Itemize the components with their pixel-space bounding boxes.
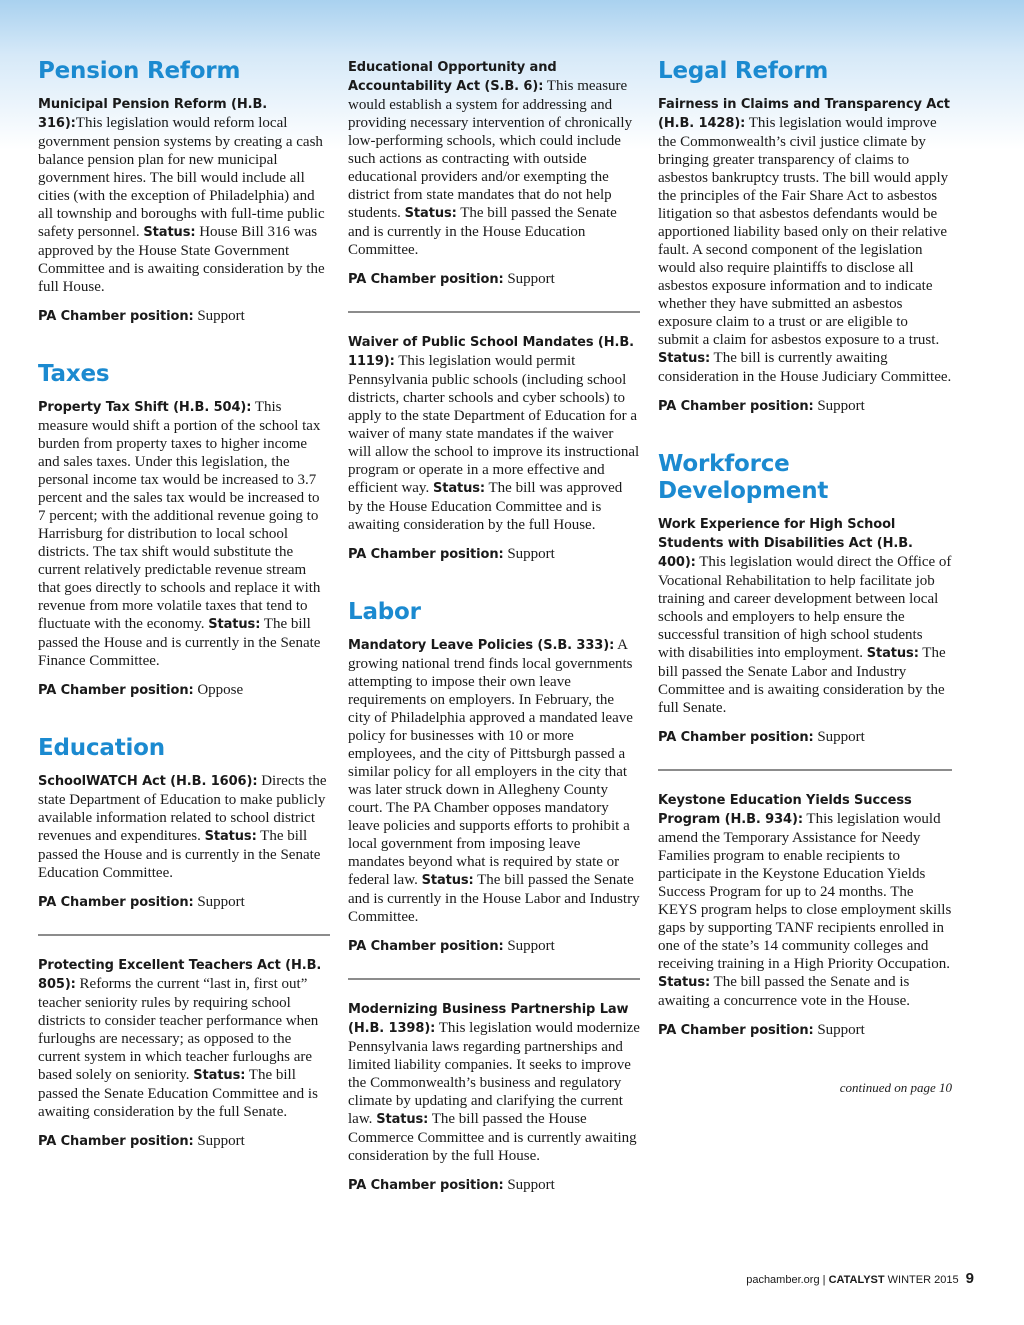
status-text: The bill passed the House Commerce Committee and is currently awaiting consideration by the full House. [348,1111,637,1164]
section-title: Pension Reform [38,58,241,84]
bill-description: This legislation would reform local government pension systems by creating a cash balance pension plan for new municipal government hires. The bill would include all cities (with the exception of Philadelphia) and all township and boroughs with full-time public safety personnel. [38,115,325,240]
column-middle [348,58,640,1195]
status-text: The bill passed the Senate and is currently in the House Labor and Industry Committee. [348,872,640,925]
status-label: Status: [658,351,711,366]
bill-description: This legislation would improve the Commonwealth’s civil justice climate by bringing greater transparency of claims to asbestos bankruptcy trusts. The bill would apply the principles of the Fair Share Act to asbestos litigation so that asbestos defendants would be apportioned liability based only on their relative fault. A second component of the legislation would also require plaintiffs to disclose all asbestos exposure information and to indicate whether they have submitted an asbestos exposure claim to a trust or are eligible to submit a claim for asbestos exposure to a trust. [658,115,949,348]
position-value: Support [813,1022,865,1038]
position-value: Support [503,271,555,287]
chamber-position [348,270,640,289]
position-value: Support [813,398,865,414]
bill-description: Directs the state Department of Education to make publicly available information related to school district revenues and expenditures. [38,773,327,844]
chamber-position [348,937,640,956]
status-text: The bill passed the Senate Education Committee and is awaiting consideration by the full Senate. [38,1067,318,1120]
footer-site: pachamber.org [746,1274,820,1286]
section-title: Labor [348,599,421,625]
bill-description: Reforms the current “last in, first out” teacher seniority rules by requiring school districts to consider teacher performance when furloughs are necessary; as opposed to the current system in which teacher furloughs are based solely on seniority. [38,976,319,1083]
position-value: Support [813,729,865,745]
bill-title: SchoolWATCH Act (H.B. 1606): [38,774,258,789]
position-value: Support [193,308,245,324]
bill-entry [38,772,330,882]
chamber-position [658,397,952,416]
bill-entry [658,791,952,1010]
position-label: PA Chamber position: [658,1023,814,1038]
position-label: PA Chamber position: [38,683,194,698]
status-label: Status: [658,975,711,990]
status-label: Status: [376,1112,429,1127]
bill-title: Protecting Excellent Teachers Act (H.B. 805): [38,958,322,992]
status-label: Status: [432,481,486,496]
chamber-position [38,307,330,326]
position-label: PA Chamber position: [348,939,504,954]
status-text: The bill passed the Senate and is currently in the House Education Committee. [348,205,617,258]
bill-description: A growing national trend finds local governments attempting to impose their own leave requirements on employers. In February, the city of Philadelphia approved a mandated leave policy for businesses with 10 or more employees, and the city of Pittsburgh passed a similar policy for all employers in the city that was later struck down in Allegheny County court. The PA Chamber opposes mandatory leave policies and supports efforts to prohibit a local government from imposing leave mandates beyond what is required by state or federal law. [348,637,633,888]
section-title: Legal Reform [658,58,829,84]
status-label: Status: [866,646,919,661]
bill-entry [348,58,640,259]
bill-title: Property Tax Shift (H.B. 504): [38,400,252,415]
footer-magazine: CATALYST [828,1274,885,1286]
bill-description: This measure would shift a portion of the school tax burden from property taxes to higher income and sales taxes. Under this legislation, the personal income tax would be increased to 3.7 percent and the sales tax would be increased to 7 percent; with the additional revenue going to Harrisburg for distribution to local school districts. The tax shift would substitute the current relatively predictable revenue stream that goes directly to schools and replace it with revenue from more volatile taxes that tend to fluctuate with the economy. [38,399,321,632]
divider [348,311,640,313]
status-label: Status: [421,873,474,888]
bill-entry [38,398,330,670]
bill-title: Municipal Pension Reform (H.B. 316): [38,97,268,131]
position-value: Support [193,894,245,910]
status-text: The bill is currently awaiting consideration in the House Judiciary Committee. [658,350,952,385]
bill-entry [658,95,952,386]
bill-entry [658,515,952,717]
position-value: Support [503,546,555,562]
section-title: Workforce Development [658,451,829,504]
bill-title: Fairness in Claims and Transparency Act (H.B. 1428): [658,97,950,131]
position-value: Oppose [193,682,244,698]
footer-issue: WINTER 2015 [887,1274,959,1286]
bill-title: Waiver of Public School Mandates (H.B. 1119): [348,335,634,369]
status-label: Status: [204,829,257,844]
status-label: Status: [193,1068,246,1083]
bill-entry [38,956,330,1121]
bill-description: This legislation would amend the Temporary Assistance for Needy Families program to enable recipients to participate in the Keystone Education Yields Success Program for up to 24 months. The KEYS program helps to close employment skills gaps by supporting TANF recipients enrolled in one of the state’s 14 community colleges and receiving training in a High Priority Occupation. [658,811,952,972]
position-value: Support [503,938,555,954]
status-label: Status: [143,225,196,240]
section-title: Education [38,735,165,761]
footer-separator: | [822,1274,826,1286]
status-label: Status: [404,206,457,221]
position-label: PA Chamber position: [348,547,504,562]
chamber-position [658,728,952,747]
position-label: PA Chamber position: [658,730,814,745]
section-title: Taxes [38,361,110,387]
bill-title: Work Experience for High School Students with Disabilities Act (H.B. 400): [658,517,913,570]
column-right [658,58,952,1096]
bill-title: Modernizing Business Partnership Law (H.B. 1398): [348,1002,629,1036]
chamber-position [38,1132,330,1151]
continued-note: continued on page 10 [839,1080,952,1095]
status-text: The bill passed the Senate and is awaiting a concurrence vote in the House. [658,974,910,1009]
chamber-position [348,1176,640,1195]
column-left [38,58,330,1151]
position-label: PA Chamber position: [38,309,194,324]
page-footer [746,1270,974,1287]
bill-entry [348,636,640,926]
position-label: PA Chamber position: [38,1134,194,1149]
chamber-position [658,1021,952,1040]
bill-description: This legislation would direct the Office of Vocational Rehabilitation to help facilitate job training and career development between local schools and employers to help ensure the successful transition of high school students with disabilities into employment. [658,554,952,661]
chamber-position [38,893,330,912]
divider [38,934,330,936]
status-text: The bill passed the House and is currently in the Senate Finance Committee. [38,616,321,669]
bill-description: This legislation would modernize Pennsylvania laws regarding partnerships and limited liability companies. It seeks to improve the Commonwealth’s business and regulatory climate by updating and clarifying the current law. [348,1020,640,1127]
bill-entry [348,1000,640,1165]
bill-title: Educational Opportunity and Accountability Act (S.B. 6): [348,60,557,94]
position-label: PA Chamber position: [658,399,814,414]
status-text: The bill passed the House and is currently in the Senate Education Committee. [38,828,321,881]
bill-description: This measure would establish a system for addressing and providing necessary intervention of chronically low-performing schools, which could include such actions as contracting with outside educational providers and/or exempting the district from state mandates that do not help students. [348,78,633,221]
position-label: PA Chamber position: [38,895,194,910]
bill-entry [38,95,330,296]
page-number: 9 [965,1270,974,1287]
status-label: Status: [208,617,261,632]
status-text: The bill passed the Senate Labor and Industry Committee and is awaiting consideration by the full Senate. [658,645,946,716]
status-text: House Bill 316 was approved by the House State Government Committee and is awaiting consideration by the full House. [38,224,325,295]
position-value: Support [503,1177,555,1193]
divider [658,769,952,771]
bill-description: This legislation would permit Pennsylvania public schools (including school districts, charter schools and cyber schools) to apply to the state Department of Education for a waiver of many state mandates if the waiver will allow the school to improve its instructional program or operate in a more effective and efficient way. [348,353,640,496]
bill-entry [348,333,640,534]
chamber-position [38,681,330,700]
position-value: Support [193,1133,245,1149]
position-label: PA Chamber position: [348,272,504,287]
position-label: PA Chamber position: [348,1178,504,1193]
chamber-position [348,545,640,564]
divider [348,978,640,980]
bill-title: Mandatory Leave Policies (S.B. 333): [348,638,615,653]
status-text: The bill was approved by the House Education Committee and is awaiting consideration by the full House. [348,480,623,533]
bill-title: Keystone Education Yields Success Program (H.B. 934): [658,793,912,827]
